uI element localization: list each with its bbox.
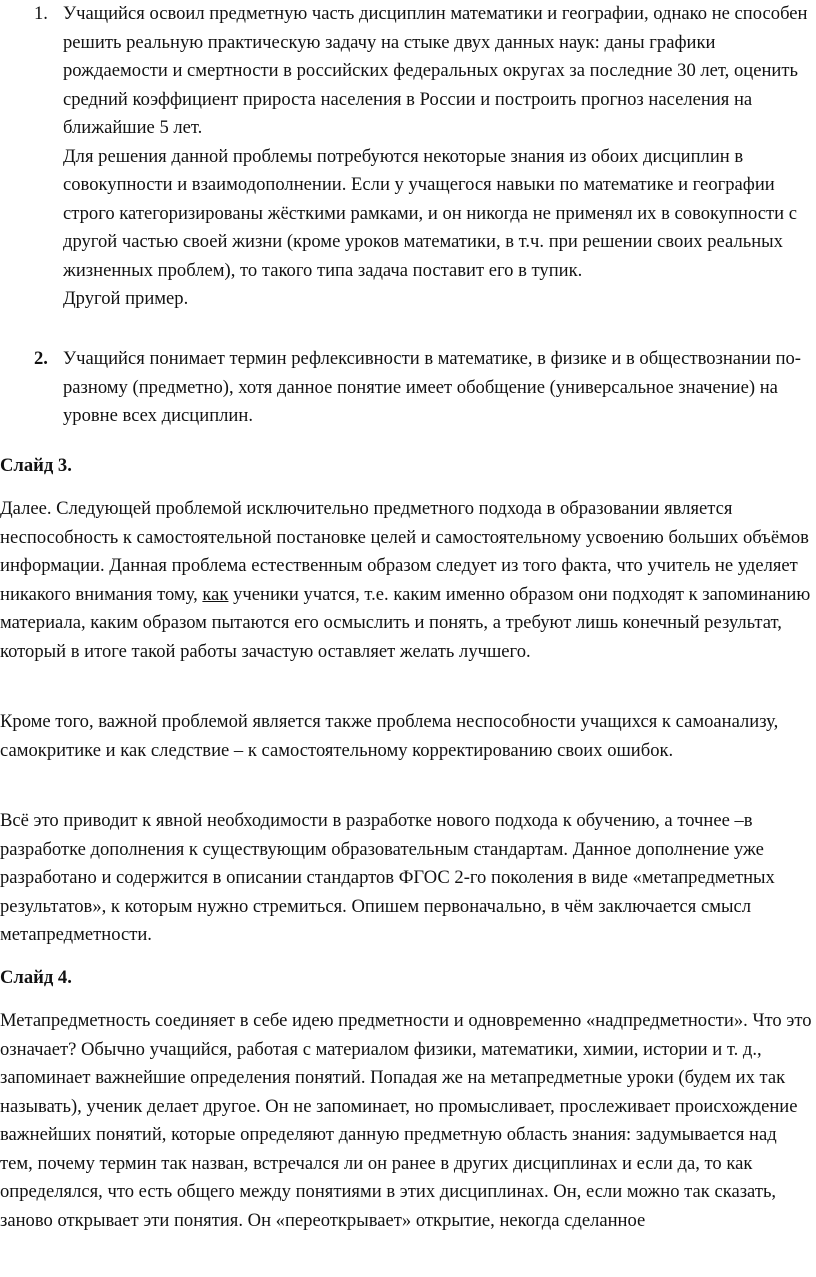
slide4-heading: Слайд 4. (0, 967, 72, 988)
list-item-1-paragraph-1: Учащийся освоил предметную часть дисциплин математики и географии, однако не способен решить реальную практическую задачу на стыке двух данных наук: даны графики рождаемости и смертности в российских федеральных округах за последние 30 лет, оценить средний коэффициент прироста населения в России и построить прогноз населения на ближайшие 5 лет. (63, 3, 808, 138)
slide3-paragraph-2: Кроме того, важной проблемой является также проблема неспособности учащихся к самоанализу, самокритике и как следствие – к самостоятельному корректированию своих ошибок. (0, 711, 779, 761)
list-item-1-paragraph-3: Другой пример. (63, 288, 189, 309)
list-item-1 (34, 0, 815, 314)
slide3-paragraph-1-start: Далее. Следующей проблемой исключительно предметного подхода в образовании является неспособность к самостоятельной постановке целей и самостоятельному усвоению больших объёмов информации. Данная проблема естественным образом следует из того факта, что учитель не уделяет никакого внимания тому, (0, 498, 809, 605)
slide3-paragraph-1-end: ученики учатся, т.е. каким именно образом они подходят к запоминанию материала, каким образом пытаются его осмыслить и понять, а требуют лишь конечный результат, который в итоге такой работы зачастую оставляет желать лучшего. (0, 583, 811, 662)
list-item-1-paragraph-2: Для решения данной проблемы потребуются некоторые знания из обоих дисциплин в совокупности и взаимодополнении. Если у учащегося навыки по математике и географии строго категоризированы жёсткими рамками, и он никогда не применял их в совокупности с другой частью своей жизни (кроме уроков математики, в т.ч. при решении своих реальных жизненных проблем), то такого типа задача поставит его в тупик. (63, 145, 797, 281)
slide3-paragraph-3: Всё это приводит к явной необходимости в разработке нового подхода к обучению, а точнее –в разработке дополнения к существующим образовательным стандартам. Данное дополнение уже разработано и содержится в описании стандартов ФГОС 2-го поколения в виде «метапредметных результатов», к которым нужно стремиться. Опишем первоначально, в чём заключается смысл метапредметности. (0, 810, 775, 945)
list-item-2 (34, 345, 815, 431)
slide3-underlined-word: как (202, 583, 229, 605)
slide3-paragraph-1 (0, 495, 814, 666)
list-item-2-text: Учащийся понимает термин рефлексивности в математике, в физике и в обществознании по-разному (предметно), хотя данное понятие имеет обобщение (универсальное значение) на уровне всех дисциплин. (63, 348, 802, 426)
list-marker-2: 2. (34, 348, 48, 369)
list-marker-1: 1. (34, 3, 48, 24)
slide3-heading: Слайд 3. (0, 455, 72, 476)
slide4-paragraph-1: Метапредметность соединяет в себе идею предметности и одновременно «надпредметности». Что это означает? Обычно учащийся, работая с материалом физики, математики, химии, истории и т. д., запоминает важнейшие определения понятий. Попадая же на метапредметные уроки (будем их так называть), ученик делает другое. Он не запоминает, но промысливает, прослеживает происхождение важнейших понятий, которые определяют данную предметную область знания: задумывается над тем, почему термин так назван, встречался ли он ранее в других дисциплинах и если да, то как определялся, что есть общего между понятиями в этих дисциплинах. Он, если можно так сказать, заново открывает эти понятия. Он «переоткрывает» открытие, некогда сделанное (0, 1010, 812, 1231)
